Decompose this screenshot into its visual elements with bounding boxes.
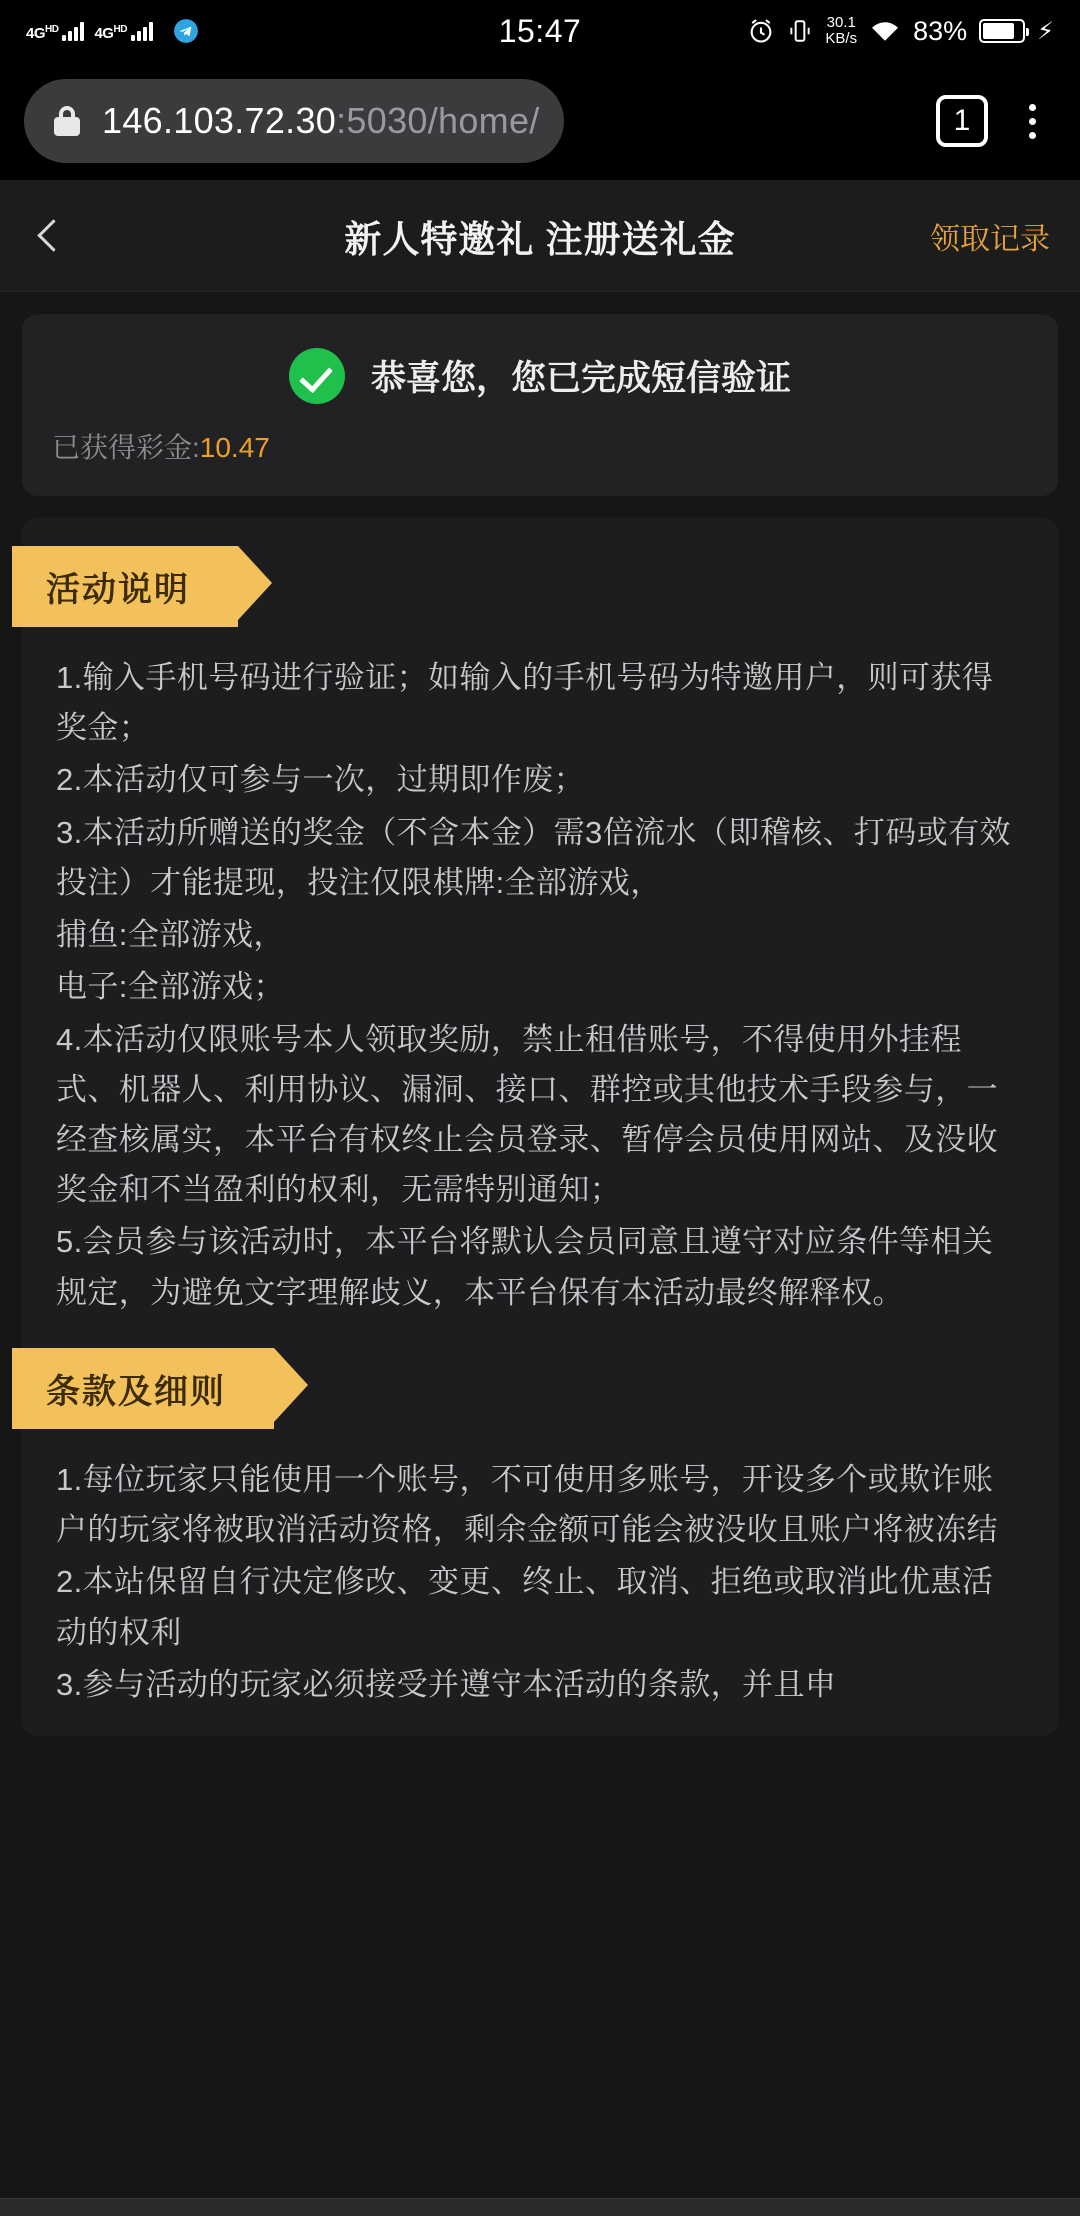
rule-paragraph: 4.本活动仅限账号本人领取奖励，禁止租借账号，不得使用外挂程式、机器人、利用协议、漏洞、接口、群控或其他技术手段参与，一经查核属实，本平台有权终止会员登录、暂停会员使用网站、及没收奖金和不当盈利的权利，无需特别通知； [56, 1021, 998, 1208]
success-message: 恭喜您，您已完成短信验证 [370, 359, 791, 398]
tab-count-label: 1 [953, 104, 971, 137]
sim2-bars-icon [131, 21, 153, 41]
page-content [0, 180, 1080, 2216]
activity-rules-panel [22, 518, 1058, 1736]
alarm-icon [747, 17, 775, 45]
vibrate-icon [787, 17, 813, 45]
battery-percent: 83% [913, 15, 968, 46]
url-bar[interactable] [24, 79, 564, 163]
page-title: 新人特邀礼 注册送礼金 [344, 218, 736, 260]
rule-paragraph: 2.本活动仅可参与一次，过期即作废； [56, 762, 586, 798]
bonus-amount-value: 10.47 [199, 432, 270, 463]
sim2-network-label: $4G^{HD}$ [94, 24, 127, 42]
success-row [52, 348, 1028, 404]
rule-paragraph: 5.会员参与该活动时，本平台将默认会员同意且遵守对应条件等相关规定，为避免文字理解歧义，本平台保有本活动最终解释权。 [56, 1224, 994, 1310]
bonus-amount-label: 已获得彩金: [52, 432, 200, 463]
activity-rules-ribbon: 活动说明 [12, 546, 238, 627]
claim-records-link[interactable]: 领取记录 [930, 222, 1050, 256]
overflow-menu-icon[interactable] [1008, 98, 1056, 145]
rule-paragraph: 3.本活动所赠送的奖金（不含本金）需3倍流水（即稽核、打码或有效投注）才能提现，投注仅限棋牌:全部游戏， [56, 814, 1011, 900]
bonus-amount-row [52, 426, 1028, 466]
network-speed-value: 30.1 [826, 14, 856, 32]
status-bar-left [26, 18, 199, 44]
battery-icon [979, 19, 1025, 43]
rule-paragraph: 捕鱼:全部游戏， [56, 917, 285, 953]
term-paragraph: 3.参与活动的玩家必须接受并遵守本活动的条款，并且申 [56, 1666, 837, 1702]
terms-text [22, 1439, 1058, 1710]
rule-paragraph: 1.输入手机号码进行验证；如输入的手机号码为特邀用户，则可获得奖金； [56, 660, 994, 746]
url-text [102, 100, 540, 142]
back-arrow-icon[interactable] [30, 216, 70, 256]
activity-rules-text [22, 637, 1058, 1318]
url-path: :5030/home/ [336, 100, 540, 141]
success-check-icon [289, 348, 345, 404]
bottom-nav-strip [0, 2198, 1080, 2216]
url-host: 146.103.72.30 [102, 100, 337, 141]
rule-paragraph: 电子:全部游戏； [56, 969, 285, 1005]
app-header [0, 180, 1080, 292]
status-bar-clock: 15:47 [498, 12, 582, 49]
sim1-bars-icon [62, 21, 84, 41]
lock-icon [54, 106, 80, 136]
browser-toolbar [0, 62, 1080, 180]
term-paragraph: 1.每位玩家只能使用一个账号，不可使用多账号，开设多个或欺诈账户的玩家将被取消活动资格，剩余金额可能会被没收且账户将被冻结 [56, 1461, 998, 1548]
network-speed-unit: KB/s [825, 30, 858, 47]
sim1-signal [26, 21, 84, 41]
sim2-signal [94, 21, 152, 41]
telegram-icon [173, 18, 199, 44]
network-speed [825, 15, 857, 47]
wifi-icon [869, 18, 901, 44]
bolt-icon: ⚡ [1037, 17, 1054, 45]
status-bar-right [747, 15, 1054, 47]
verification-status-card [22, 314, 1058, 496]
term-paragraph: 2.本站保留自行决定修改、变更、终止、取消、拒绝或取消此优惠活动的权利 [56, 1564, 994, 1650]
terms-ribbon: 条款及细则 [12, 1348, 274, 1429]
sim1-network-label: $4G^{HD}$ [26, 24, 59, 42]
status-bar [0, 0, 1080, 62]
tab-count-button[interactable] [936, 95, 988, 147]
